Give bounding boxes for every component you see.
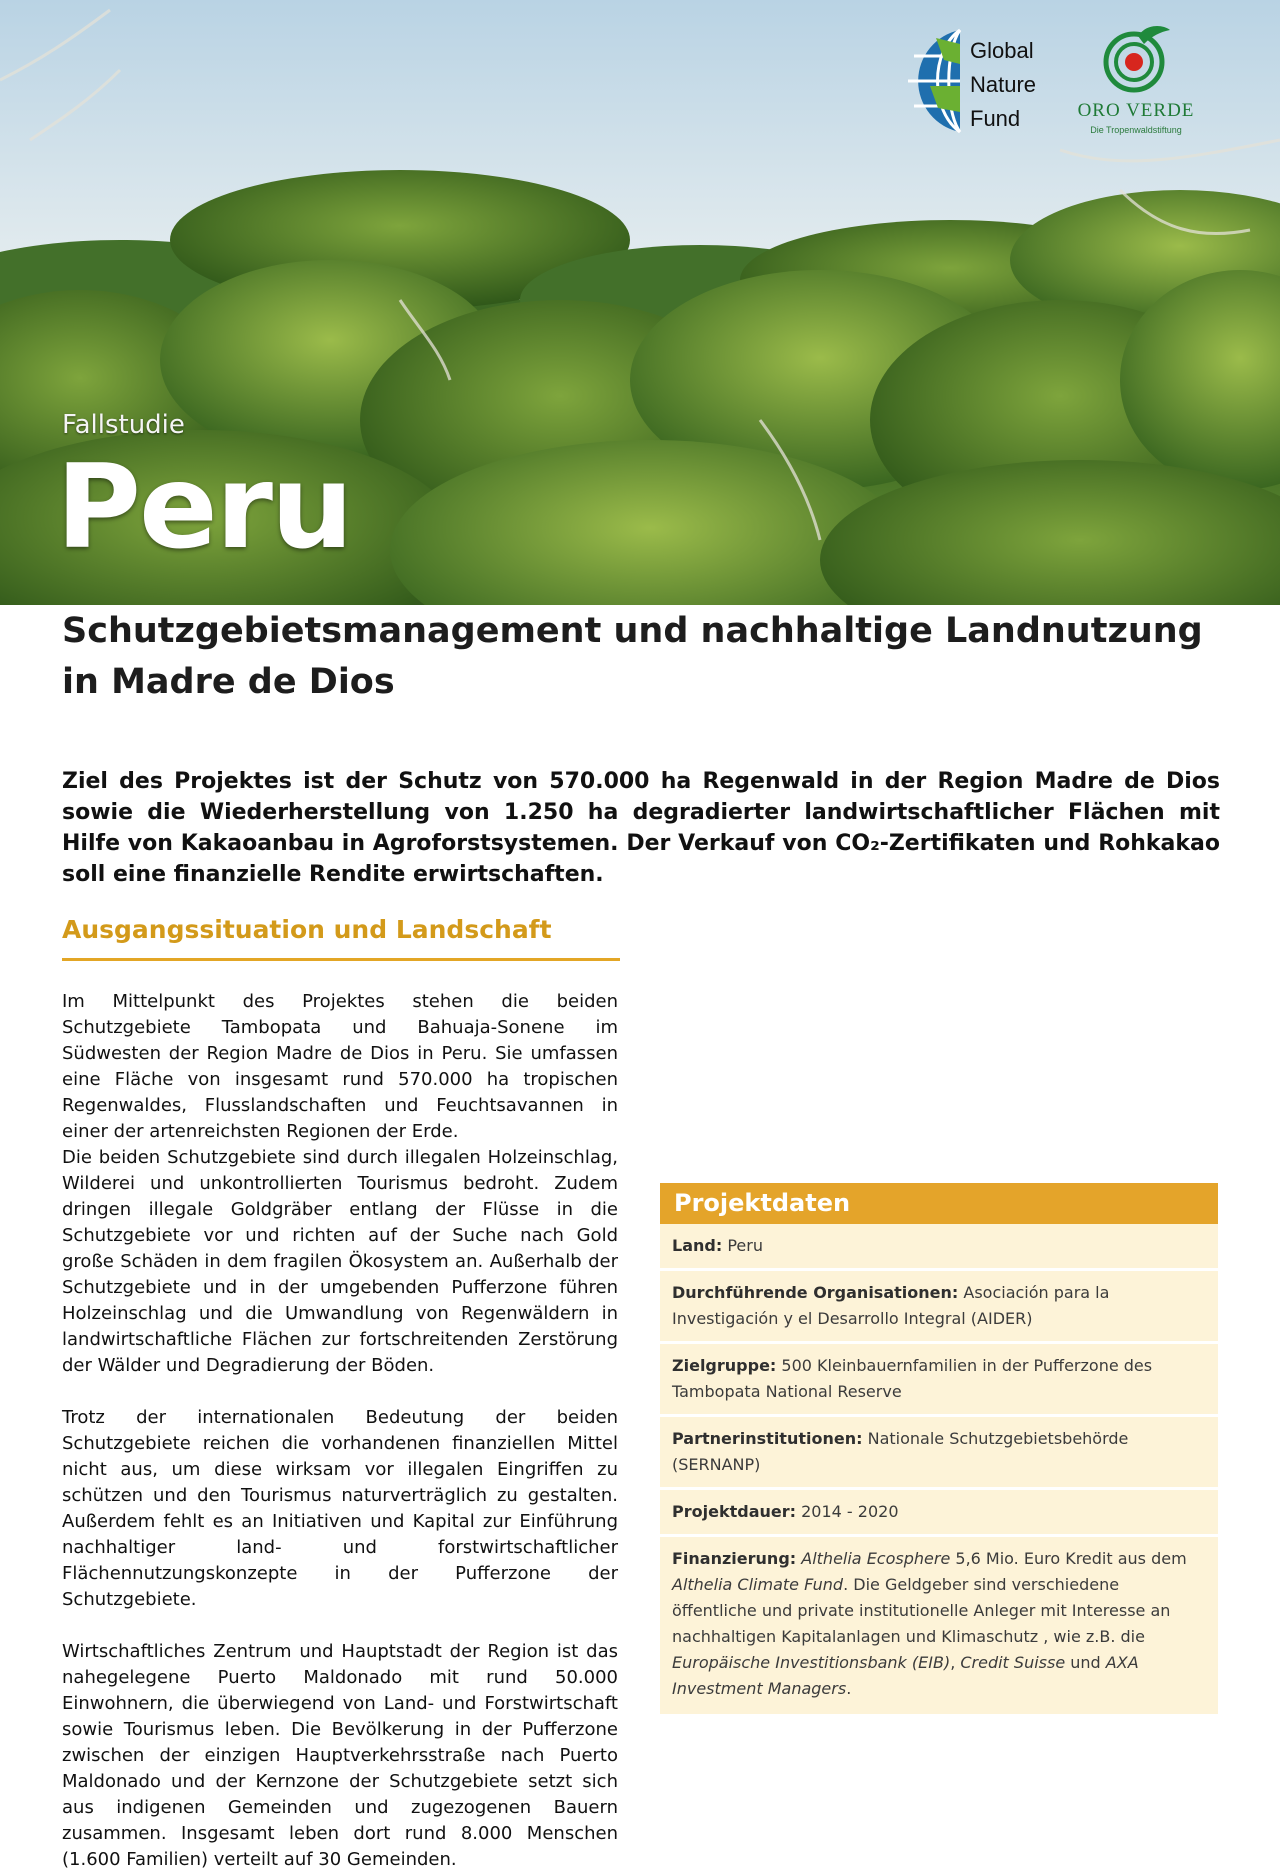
country-heading: Peru bbox=[56, 440, 352, 575]
lead-paragraph: Ziel des Projektes ist der Schutz von 570.000 ha Regenwald in der Region Madre de Dios sowie die Wiederherstellung von 1.250 ha degradierter landwirtschaftlicher Flächen mit Hilfe von Kakaoanbau in Agroforstsystemen. Der Verkauf von CO₂-Zertifikaten und Rohkakao soll eine finanzielle Rendite erwirtschaften. bbox=[62, 769, 1220, 887]
globe-icon bbox=[900, 26, 966, 136]
projektdaten-dauer: Projektdauer: 2014 - 2020 bbox=[660, 1490, 1218, 1537]
section-divider bbox=[62, 958, 620, 961]
body-paragraph-3: Trotz der internationalen Bedeutung der beiden Schutzgebiete reichen die vorhandenen finanziellen Mittel nicht aus, um diese wirksam vor illegalen Eingriffen zu schützen und den Tourismus naturverträglich zu gestalten. Außerdem fehlt es an Initiativen und Kapital zur Einführung nachhaltiger land- und forstwirtschaftlicher Flächennutzungskonzepte in der Pufferzone der Schutzgebiete. bbox=[62, 1407, 618, 1610]
projektdaten-zielgruppe: Zielgruppe: 500 Kleinbauernfamilien in der Pufferzone des Tambopata National Reserve bbox=[660, 1344, 1218, 1417]
gnf-wordmark: Global Nature Fund bbox=[970, 38, 1037, 131]
projektdaten-heading: Projektdaten bbox=[660, 1183, 1218, 1224]
oroverde-logo bbox=[1072, 22, 1200, 142]
projektdaten-finanzierung: Finanzierung: Althelia Ecosphere 5,6 Mio. Euro Kredit aus dem Althelia Climate Fund. Die Geldgeber sind verschiedene öffentliche und private institutionelle Anleger mit Interesse an nachhaltigen Kapitalanlagen und Klimaschutz , wie z.B. die Europäische Investitionsbank (EIB), Credit Suisse und AXA Investment Managers. bbox=[672, 1549, 1187, 1698]
projektdaten-partner: Partnerinstitutionen: Nationale Schutzgebietsbehörde (SERNANP) bbox=[660, 1417, 1218, 1490]
oroverde-mark-icon bbox=[1100, 22, 1172, 94]
body-paragraph-4: Wirtschaftliches Zentrum und Hauptstadt der Region ist das nahegelegene Puerto Maldonado mit rund 50.000 Einwohnern, die überwiegend von Land- und Forstwirtschaft sowie Tourismus leben. Die Bevölkerung in der Pufferzone zwischen der einzigen Hauptverkehrsstraße nach Puerto Maldonado und der Kernzone der Schutzgebiete setzt sich aus indigenen Gemeinden und zugezogenen Bauern zusammen. Insgesamt leben dort rund 8.000 Menschen (1.600 Familien) verteilt auf 30 Gemeinden. bbox=[62, 1641, 618, 1870]
oroverde-wordmark: ORO VERDE bbox=[1077, 100, 1195, 121]
projektdaten-box bbox=[660, 1183, 1218, 1714]
document-kicker: Fallstudie bbox=[62, 410, 185, 440]
hero-photo bbox=[0, 0, 1280, 605]
section-heading: Ausgangssituation und Landschaft bbox=[62, 915, 552, 944]
projektdaten-land: Land: Peru bbox=[660, 1224, 1218, 1271]
page-title: Schutzgebietsmanagement und nachhaltige Landnutzung in Madre de Dios bbox=[62, 611, 1203, 702]
projektdaten-organisation: Durchführende Organisationen: Asociación para la Investigación y el Desarrollo Integral (AIDER) bbox=[660, 1271, 1218, 1344]
body-paragraph-2: Die beiden Schutzgebiete sind durch illegalen Holzeinschlag, Wilderei und unkontrollierten Tourismus bedroht. Zudem dringen illegale Goldgräber entlang der Flüsse in die Schutzgebiete vor und richten auf der Suche nach Gold große Schäden in dem fragilen Ökosystem an. Außerhalb der Schutzgebiete und in der umgebenden Pufferzone führen Holzeinschlag und die Umwandlung von Regenwäldern in landwirtschaftliche Flächen zur fortschreitenden Zerstörung der Wälder und Degradierung der Böden. bbox=[62, 1147, 618, 1376]
global-nature-fund-logo bbox=[900, 26, 1050, 136]
body-paragraph-1: Im Mittelpunkt des Projektes stehen die beiden Schutzgebiete Tambopata und Bahuaja-Sonene im Südwesten der Region Madre de Dios in Peru. Sie umfassen eine Fläche von insgesamt rund 570.000 ha tropischen Regenwaldes, Flusslandschaften und Feuchtsavannen in einer der artenreichsten Regionen der Erde. bbox=[62, 991, 618, 1142]
left-column bbox=[62, 915, 618, 1873]
oroverde-tagline: Die Tropenwaldstiftung bbox=[1090, 125, 1182, 135]
partner-logos bbox=[900, 22, 1200, 142]
